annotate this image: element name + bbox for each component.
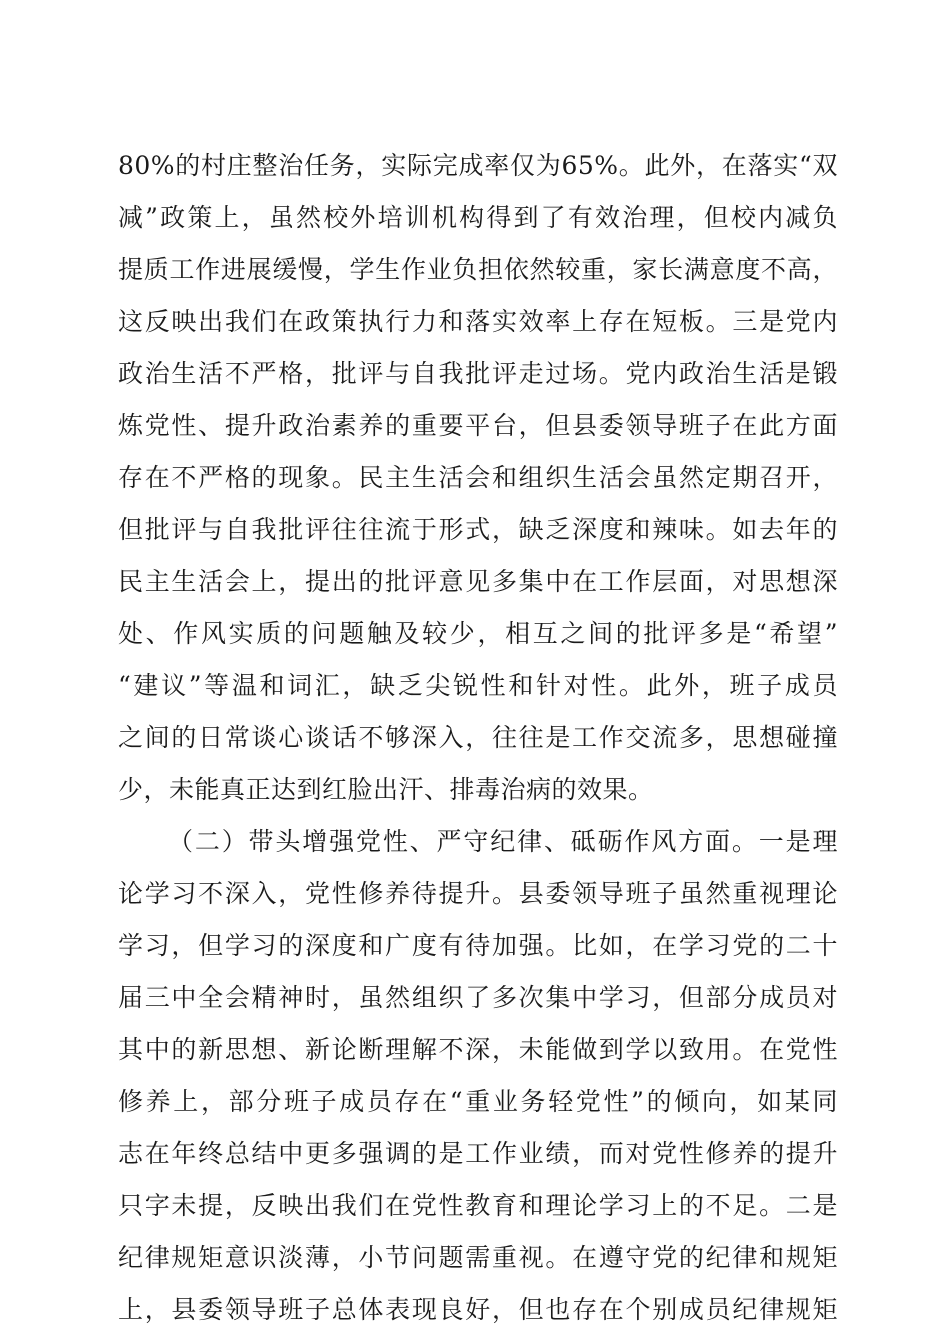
body-text (118, 140, 838, 1336)
text-line: 修养上，部分班子成员存在“重业务轻党性”的倾向，如某同 (118, 1087, 838, 1116)
text-line: 80%的村庄整治任务，实际完成率仅为65%。此外，在落实“双 (118, 151, 838, 180)
text-line: 政治生活不严格，批评与自我批评走过场。党内政治生活是锻 (118, 359, 838, 388)
text-line: 上，县委领导班子总体表现良好，但也存在个别成员纪律规矩 (118, 1295, 838, 1324)
text-line: 提质工作进展缓慢，学生作业负担依然较重，家长满意度不高， (118, 255, 838, 284)
text-line: “建议”等温和词汇，缺乏尖锐性和针对性。此外，班子成员 (118, 671, 838, 700)
text-line: 志在年终总结中更多强调的是工作业绩，而对党性修养的提升 (118, 1139, 838, 1168)
text-line: 之间的日常谈心谈话不够深入，往往是工作交流多，思想碰撞 (118, 723, 838, 752)
text-line: 届三中全会精神时，虽然组织了多次集中学习，但部分成员对 (118, 983, 838, 1012)
text-line: 存在不严格的现象。民主生活会和组织生活会虽然定期召开， (118, 463, 838, 492)
section-heading-line: （二）带头增强党性、严守纪律、砥砺作风方面。一是理 (168, 827, 838, 856)
text-line: 只字未提，反映出我们在党性教育和理论学习上的不足。二是 (118, 1191, 838, 1220)
text-line: 民主生活会上，提出的批评意见多集中在工作层面，对思想深 (118, 567, 838, 596)
text-line: 处、作风实质的问题触及较少，相互之间的批评多是“希望” (118, 619, 838, 648)
text-line: 纪律规矩意识淡薄，小节问题需重视。在遵守党的纪律和规矩 (118, 1243, 838, 1272)
text-line: 其中的新思想、新论断理解不深，未能做到学以致用。在党性 (118, 1035, 838, 1064)
text-line: 这反映出我们在政策执行力和落实效率上存在短板。三是党内 (118, 307, 838, 336)
text-line: 但批评与自我批评往往流于形式，缺乏深度和辣味。如去年的 (118, 515, 838, 544)
paragraph-end-line: 少，未能真正达到红脸出汗、排毒治病的效果。 (118, 775, 654, 804)
text-line: 炼党性、提升政治素养的重要平台，但县委领导班子在此方面 (118, 411, 838, 440)
text-line: 论学习不深入，党性修养待提升。县委领导班子虽然重视理论 (118, 879, 838, 908)
text-line: 学习，但学习的深度和广度有待加强。比如，在学习党的二十 (118, 931, 838, 960)
text-line: 减”政策上，虽然校外培训机构得到了有效治理，但校内减负 (118, 203, 838, 232)
